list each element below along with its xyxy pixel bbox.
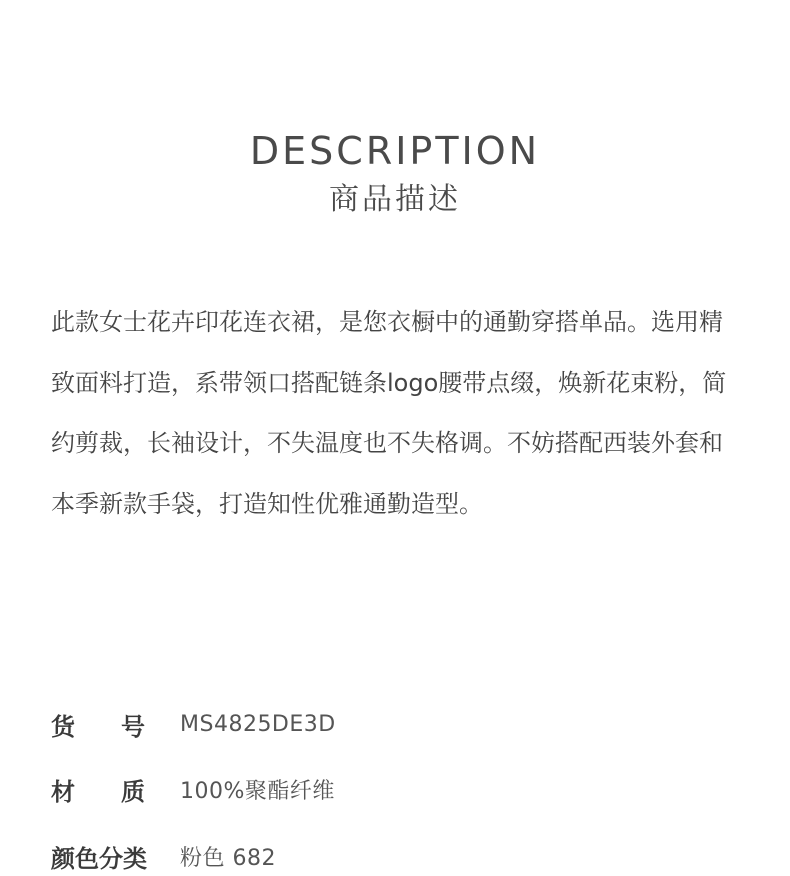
- product-description: 此款女士花卉印花连衣裙，是您衣橱中的通勤穿搭单品。选用精致面料打造，系带领口搭配链条logo腰带点缀，焕新花束粉，简约剪裁，长袖设计，不失温度也不失格调。不妨搭配西装外套和本季新款手袋，打造知性优雅通勤造型。: [51, 308, 727, 518]
- spec-label: [51, 772, 179, 807]
- spec-value: 粉色 682: [180, 845, 276, 871]
- spec-value: 100%聚酯纤维: [180, 778, 335, 804]
- spec-row-color: [51, 836, 276, 876]
- spec-label: [51, 707, 179, 742]
- spec-value: MS4825DE3D: [180, 711, 336, 737]
- spec-row-item-number: [51, 704, 336, 744]
- spec-label-char: 号: [121, 712, 145, 741]
- heading-title-cn: 商品描述: [329, 182, 461, 217]
- spec-label: 颜色分类: [51, 844, 147, 873]
- heading-title-en: DESCRIPTION: [249, 129, 541, 173]
- section-heading: [0, 128, 790, 220]
- spec-label-char: 质: [121, 777, 145, 806]
- spec-label-char: 货: [51, 712, 75, 741]
- spec-row-material: [51, 769, 335, 809]
- spec-label-char: 材: [51, 777, 75, 806]
